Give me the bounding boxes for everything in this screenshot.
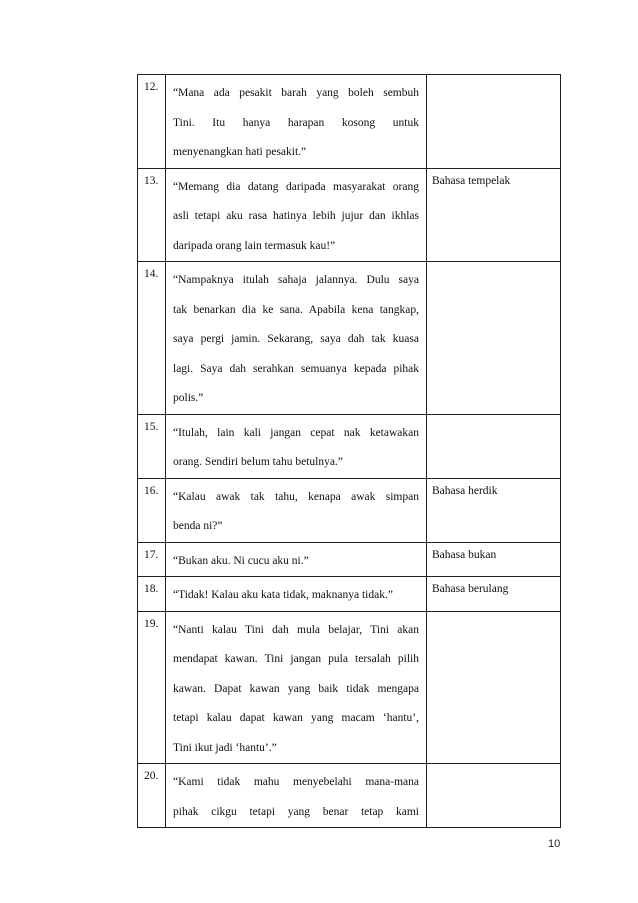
quote-line: “Nanti kalau Tini dah mula belajar, Tini akan [173, 623, 419, 636]
row-number: 15. [138, 414, 166, 478]
category-cell [427, 414, 561, 478]
table-row [138, 75, 561, 169]
row-number: 19. [138, 611, 166, 764]
quote-line: “Tidak! Kalau aku kata tidak, maknanya tidak.” [173, 589, 393, 601]
quote-line: menyenangkan hati pesakit.” [173, 146, 307, 158]
row-number: 17. [138, 542, 166, 577]
quote-line: “Nampaknya itulah sahaja jalannya. Dulu saya [173, 274, 419, 286]
quote-text [166, 611, 427, 764]
quote-line: daripada orang lain termasuk kau!” [173, 239, 336, 252]
category-cell [427, 75, 561, 169]
quote-line: Tini ikut jadi ‘hantu’.” [173, 741, 277, 754]
category-cell [427, 764, 561, 828]
row-number: 16. [138, 478, 166, 542]
quote-text [166, 168, 427, 262]
category-cell: Bahasa bukan [427, 542, 561, 577]
quote-line: benda ni?” [173, 520, 223, 532]
row-number: 14. [138, 262, 166, 415]
category-cell: Bahasa tempelak [427, 168, 561, 262]
quote-line: “Bukan aku. Ni cucu aku ni.” [173, 554, 309, 567]
table-row [138, 262, 561, 415]
table-row [138, 542, 561, 577]
quote-line: tetapi kalau dapat kawan yang macam ‘hantu’, [173, 712, 419, 724]
quote-table [137, 74, 561, 828]
quote-text [166, 764, 427, 828]
quote-line: Tini. Itu hanya harapan kosong untuk [173, 116, 419, 129]
quote-text [166, 75, 427, 169]
category-cell: Bahasa berulang [427, 577, 561, 612]
row-number: 13. [138, 168, 166, 262]
quote-line: lagi. Saya dah serahkan semuanya kepada pihak [173, 362, 419, 375]
quote-line: “Kami tidak mahu menyebelahi mana-mana [173, 776, 419, 788]
table-row [138, 764, 561, 828]
page-number: 10 [548, 838, 561, 850]
quote-line: saya pergi jamin. Sekarang, saya dah tak kuasa [173, 333, 419, 345]
quote-text [166, 577, 427, 612]
quote-text [166, 414, 427, 478]
row-number: 20. [138, 764, 166, 828]
table-row [138, 478, 561, 542]
quote-line: pihak cikgu tetapi yang benar tetap kami [173, 805, 419, 818]
row-number: 18. [138, 577, 166, 612]
table-row [138, 414, 561, 478]
quote-text [166, 262, 427, 415]
category-cell [427, 262, 561, 415]
quote-line: asli tetapi aku rasa hatinya lebih jujur dan ikhlas [173, 210, 419, 222]
quote-text [166, 478, 427, 542]
row-number: 12. [138, 75, 166, 169]
quote-line: kawan. Dapat kawan yang baik tidak mengapa [173, 682, 419, 695]
category-cell: Bahasa herdik [427, 478, 561, 542]
quote-line: polis.” [173, 392, 204, 404]
quote-line: “Mana ada pesakit barah yang boleh sembuh [173, 87, 419, 99]
quote-line: tak benarkan dia ke sana. Apabila kena tangkap, [173, 303, 419, 316]
quote-line: “Kalau awak tak tahu, kenapa awak simpan [173, 490, 419, 503]
category-cell [427, 611, 561, 764]
quote-line: “Memang dia datang daripada masyarakat orang [173, 180, 419, 193]
table-row [138, 577, 561, 612]
quote-text [166, 542, 427, 577]
quote-line: mendapat kawan. Tini jangan pula tersalah pilih [173, 653, 419, 665]
table-row [138, 168, 561, 262]
quote-line: “Itulah, lain kali jangan cepat nak ketawakan [173, 426, 419, 439]
table-row [138, 611, 561, 764]
quote-line: orang. Sendiri belum tahu betulnya.” [173, 456, 343, 468]
